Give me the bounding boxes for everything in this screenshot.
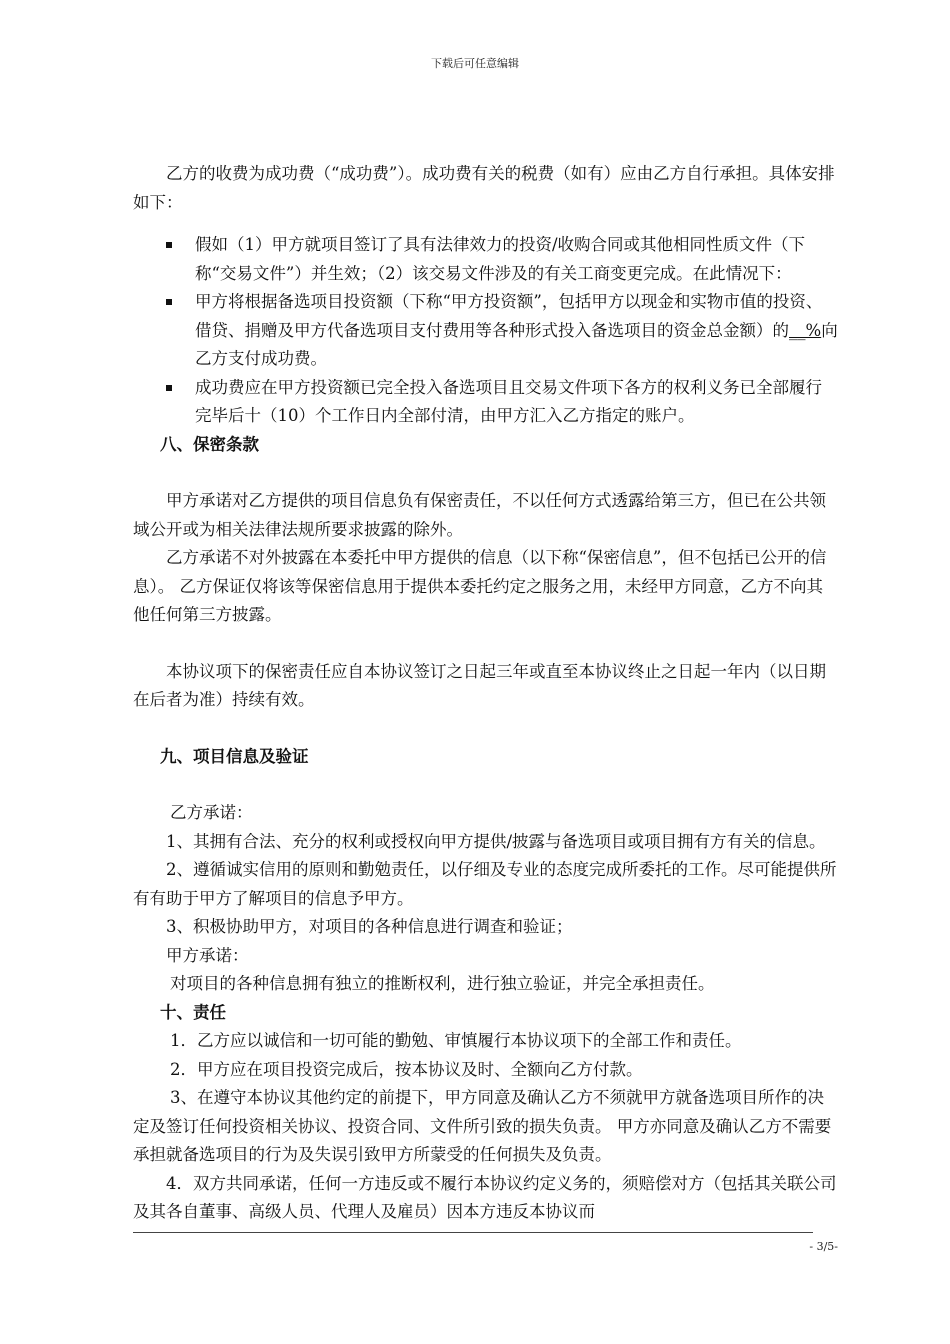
footer-divider [133, 1232, 813, 1233]
section-9-paragraph-1: 乙方承诺： [170, 803, 253, 822]
square-bullet-icon [166, 385, 172, 391]
fee-intro-paragraph: 乙方的收费为成功费（“成功费”）。成功费有关的税费（如有）应由乙方自行承担。具体安排如下： [133, 164, 835, 212]
section-8-paragraph-2: 乙方承诺不对外披露在本委托中甲方提供的信息（以下称“保密信息”，但不包括已公开的信息）。 乙方保证仅将该等保密信息用于提供本委托约定之服务之用，未经甲方同意，乙方不向其他任何第三方披露。 [133, 548, 827, 624]
section-10-paragraph-1: 1．乙方应以诚信和一切可能的勤勉、审慎履行本协议项下的全部工作和责任。 [170, 1031, 742, 1050]
page-header: 下载后可任意编辑 [431, 57, 519, 70]
square-bullet-icon [166, 242, 172, 248]
document-body [133, 160, 838, 1227]
fee-bullet-list [133, 231, 838, 431]
section-8-heading: 八、保密条款 [160, 434, 259, 454]
square-bullet-icon [166, 299, 172, 305]
section-9-heading: 九、项目信息及验证 [160, 746, 309, 766]
bullet-item-2: 甲方将根据备选项目投资额（下称“甲方投资额”，包括甲方以现金和实物市值的投资、借贷、捐赠及甲方代备选项目支付费用等各种形式投入备选项目的资金总金额）的__%向乙方支付成功费。 [133, 288, 838, 374]
section-8-paragraph-1: 甲方承诺对乙方提供的项目信息负有保密责任，不以任何方式透露给第三方，但已在公共领域公开或为相关法律法规所要求披露的除外。 [133, 491, 826, 539]
section-10-heading: 十、责任 [160, 1002, 226, 1022]
bullet-item-1: 假如（1）甲方就项目签订了具有法律效力的投资/收购合同或其他相同性质文件（下称“交易文件”）并生效；（2）该交易文件涉及的有关工商变更完成。在此情况下： [133, 231, 838, 288]
section-10-paragraph-3: 3、在遵守本协议其他约定的前提下，甲方同意及确认乙方不须就甲方就备选项目所作的决定及签订任何投资相关协议、投资合同、文件所引致的损失负责。 甲方亦同意及确认乙方不需要承担就备选项目的行为及失误引致甲方所蒙受的任何损失及负责。 [133, 1088, 832, 1164]
page-number: - 3/5- [809, 1240, 838, 1253]
section-10-paragraph-2: 2．甲方应在项目投资完成后，按本协议及时、全额向乙方付款。 [170, 1059, 643, 1079]
percentage-blank: __% [789, 320, 822, 340]
section-9-paragraph-6: 对项目的各种信息拥有独立的推断权利，进行独立验证，并完全承担责任。 [170, 974, 715, 993]
section-9-paragraph-4: 3、积极协助甲方，对项目的各种信息进行调查和验证； [166, 917, 573, 936]
section-10-paragraph-4: 4．双方共同承诺，任何一方违反或不履行本协议约定义务的，须赔偿对方（包括其关联公司及其各自董事、高级人员、代理人及雇员）因本方违反本协议而 [133, 1173, 837, 1221]
section-8-paragraph-3: 本协议项下的保密责任应自本协议签订之日起三年或直至本协议终止之日起一年内（以日期在后者为准）持续有效。 [133, 661, 826, 709]
section-9-paragraph-2: 1、其拥有合法、充分的权利或授权向甲方提供/披露与备选项目或项目拥有方有关的信息。 [166, 831, 826, 851]
section-9-paragraph-3: 2、遵循诚实信用的原则和勤勉责任，以仔细及专业的态度完成所委托的工作。尽可能提供所有有助于甲方了解项目的信息予甲方。 [133, 860, 837, 908]
section-9-paragraph-5: 甲方承诺： [166, 945, 249, 965]
bullet-item-3: 成功费应在甲方投资额已完全投入备选项目且交易文件项下各方的权利义务已全部履行完毕后十（10）个工作日内全部付清，由甲方汇入乙方指定的账户。 [133, 374, 838, 431]
